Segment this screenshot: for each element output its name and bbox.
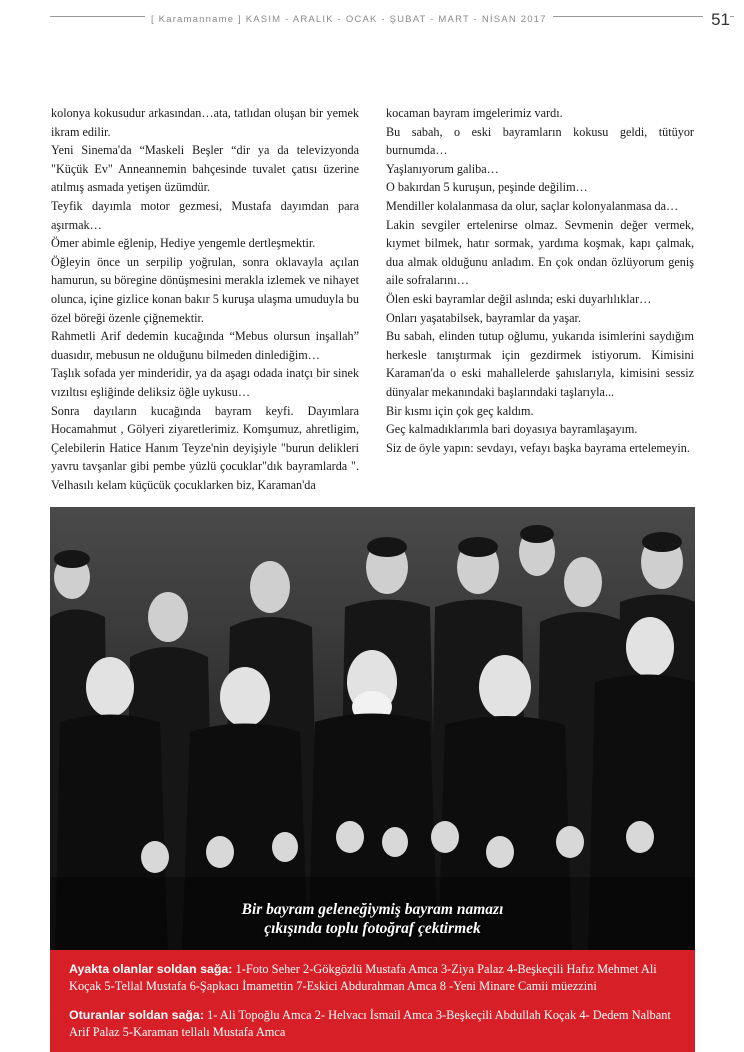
standing-list: 1-Foto Seher 2-Gökgözlü Mustafa Amca 3-Ziya Palaz 4-Beşkeçili Hafız Mehmet Ali Koçak 5-Tellal Mustafa 6-Şapkacı İmamettin 7-Eskici Abdurahman Amca 8 -Yeni Minare Camii müezzini (69, 962, 657, 993)
paragraph: Öğleyin önce un serpilip yoğrulan, sonra oklavayla açılan hamurun, su böregine dönüşmesini merakla izlemek ve nihayet olunca, içine gizlice konan bakır 5 kuruşa ulaşma umuduyla bu özel böreği özenle çiğnemektir. (51, 254, 359, 325)
group-photo (50, 507, 695, 950)
paragraph: Yaşlanıyorum galiba… (386, 161, 499, 176)
group-photo-illustration (50, 507, 695, 950)
paragraph: Onları yaşatabilsek, bayramlar da yaşar. (386, 310, 581, 325)
paragraph: kocaman bayram imgelerimiz vardı. (386, 106, 563, 120)
seated-names (69, 1007, 685, 1041)
paragraph: Teyfik dayımla motor gezmesi, Mustafa dayımdan para aşırmak… (51, 198, 359, 232)
paragraph: Geç kalmadıklarımla bari doyasıya bayramlaşayım. (386, 422, 638, 437)
paragraph: Taşlık sofada yer minderidir, ya da aşagı odada inatçı bir sinek vızıltısı eşliğinde deliksiz öğle uykusu… (51, 366, 359, 399)
seated-list: 1- Ali Topoğlu Amca 2- Helvacı İsmail Amca 3-Beşkeçili Abdullah Koçak 4- Dedem Nalbant Arif Palaz 5-Karaman tellalı Mustafa Amca (69, 1008, 671, 1039)
paragraph: Sonra dayıların kucağında bayram keyfi. Dayımlara Hocamahmut , Gölyeri ziyaretlerimiz. Komşumuz, ahretligim, Çelebilerin Hatice Hanım Teyze'nin deyişiyle "burun delikleri yavru tavşanlar gibi pembe yüzlü çocuklar"dık bayramlarda ". Velhasılı kelam küçücük çocuklarken biz, Karaman'da (51, 403, 359, 492)
paragraph: Yeni Sinema'da “Maskeli Beşler “dir ya da televizyonda "Küçük Ev" Anneannemin bahçesinde tuvalet çatısı üzerine atılmış asmada yetişen üzümdür. (51, 143, 359, 195)
paragraph: O bakırdan 5 kuruşun, peşinde değilim… (386, 180, 588, 195)
running-header (50, 10, 734, 32)
standing-names (69, 961, 685, 995)
photo-names-box (50, 950, 695, 1052)
paragraph: Rahmetli Arif dedemin kucağında “Mebus olursun inşallah” duasıdır, mebusun ne olduğunu bilmeden dinlediğim… (51, 329, 359, 362)
caption-line-1: Bir bayram geleneğiymiş bayram namazı (241, 901, 504, 918)
page-number: 51 (703, 10, 730, 30)
photo-caption (50, 900, 695, 938)
caption-line-2: çıkışında toplu fotoğraf çektirmek (264, 920, 481, 937)
article-left-column (51, 104, 359, 494)
paragraph: Siz de öyle yapın: sevdayı, vefayı başka bayrama ertelemeyin. (386, 440, 690, 455)
paragraph: kolonya kokusudur arkasından…ata, tatlıdan oluşan bir yemek ikram edilir. (51, 106, 359, 139)
paragraph: Lakin sevgiler ertelenirse olmaz. Sevmenin değer vermek, kıymet bilmek, hatır sormak, yardıma koşmak, kapı çalmak, dua almak olduğunu anladım. En çok ondan özlüyorum geniş aile sofralarını… (386, 217, 694, 288)
paragraph: Ölen eski bayramlar değil aslında; eski duyarlılıklar… (386, 291, 652, 306)
paragraph: Bu sabah, o eski bayramların kokusu geldi, tütüyor burnumda… (386, 124, 694, 158)
paragraph: Ömer abimle eğlenip, Hediye yengemle dertleşmektir. (51, 236, 316, 251)
article-right-column (386, 104, 694, 457)
seated-label: Oturanlar soldan sağa: (69, 1008, 204, 1022)
paragraph: Mendiller kolalanmasa da olur, saçlar kolonyalanmasa da… (386, 198, 679, 213)
running-title: [ Karamanname ] KASIM - ARALIK - OCAK - ŞUBAT - MART - NİSAN 2017 (145, 14, 553, 25)
paragraph: Bu sabah, elinden tutup oğlumu, yukarıda isimlerini saydığım herkesle tanıştırmak için gezdirmek istiyorum. Kimisini Karaman'da o eski mahallelerde şahıslarıyla, kimisini sessiz dünyalar mekanındaki başlarındaki taşlarıyla... (386, 329, 694, 399)
paragraph: Bir kısmı için çok geç kaldım. (386, 403, 534, 418)
standing-label: Ayakta olanlar soldan sağa: (69, 962, 233, 976)
